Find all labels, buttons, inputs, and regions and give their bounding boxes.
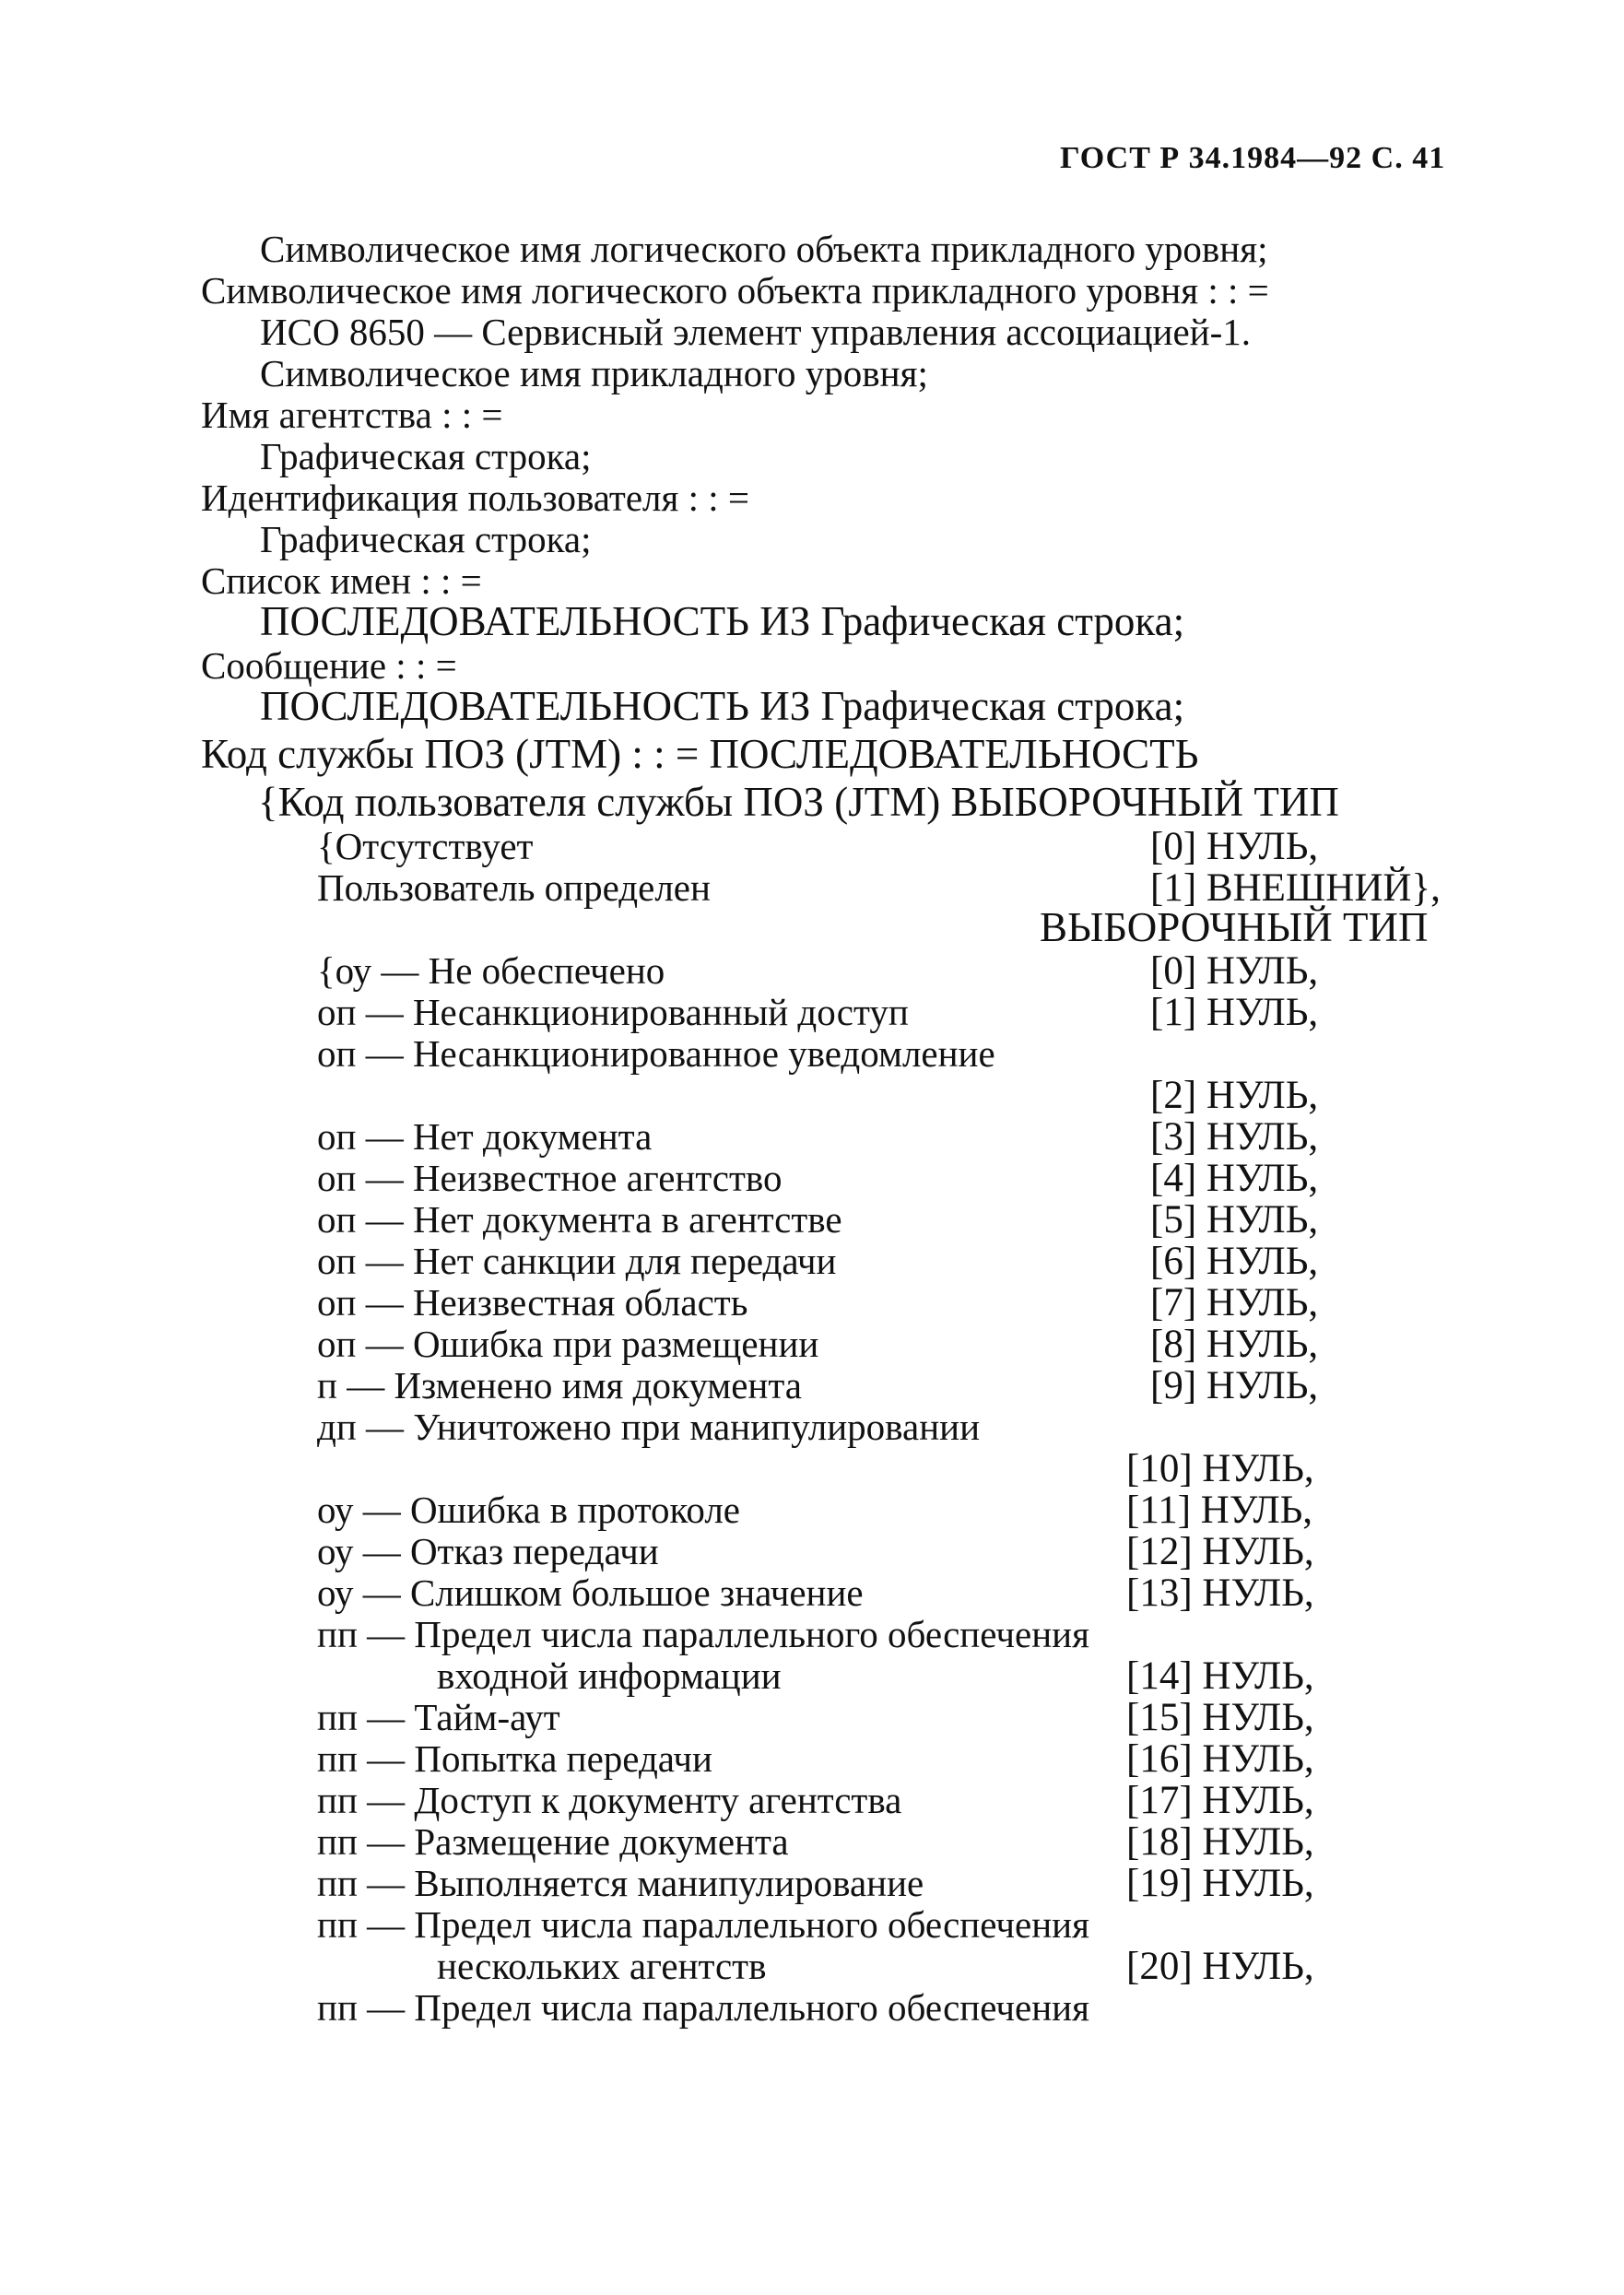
- code-value: [15] НУЛЬ,: [1126, 1696, 1314, 1739]
- text-line: пп — Попытка передачи: [317, 1737, 712, 1780]
- text-line: Код службы ПОЗ (JTM) : : = ПОСЛЕДОВАТЕЛЬНОСТЬ: [201, 731, 1199, 777]
- code-value: [3] НУЛЬ,: [1150, 1115, 1319, 1159]
- text-line: оп — Нет документа в агентстве: [317, 1198, 842, 1241]
- code-value: [0] НУЛЬ,: [1150, 949, 1319, 993]
- text-line: пп — Размещение документа: [317, 1820, 789, 1863]
- code-value: [4] НУЛЬ,: [1150, 1157, 1319, 1200]
- text-line: Графическая строка;: [260, 435, 592, 477]
- text-line: {оу — Не обеспечено: [317, 949, 665, 992]
- code-value: [13] НУЛЬ,: [1126, 1571, 1314, 1615]
- text-line: оп — Неизвестная область: [317, 1281, 748, 1324]
- text-line: пп — Доступ к документу агентства: [317, 1779, 902, 1821]
- text-line: оп — Неизвестное агентство: [317, 1157, 783, 1199]
- text-line: пп — Тайм-аут: [317, 1696, 560, 1738]
- text-line: дп — Уничтожено при манипулировании: [317, 1406, 981, 1448]
- text-line: Графическая строка;: [260, 518, 592, 560]
- text-line: Символическое имя логического объекта прикладного уровня : : =: [201, 269, 1269, 312]
- code-value: [0] НУЛЬ,: [1150, 825, 1319, 868]
- text-line: {Код пользователя службы ПОЗ (JTM) ВЫБОРОЧНЫЙ ТИП: [258, 779, 1339, 825]
- code-value: [1] ВНЕШНИЙ},: [1150, 866, 1441, 910]
- text-line: нескольких агентств: [437, 1945, 767, 1987]
- text-line: ПОСЛЕДОВАТЕЛЬНОСТЬ ИЗ Графическая строка;: [260, 598, 1185, 644]
- text-line: оп — Несанкционированный доступ: [317, 991, 909, 1033]
- text-line: Список имен : : =: [201, 559, 482, 602]
- text-line: ПОСЛЕДОВАТЕЛЬНОСТЬ ИЗ Графическая строка;: [260, 683, 1185, 729]
- code-value: [8] НУЛЬ,: [1150, 1323, 1319, 1366]
- text-line: пп — Предел числа параллельного обеспечения: [317, 1986, 1089, 2029]
- text-line: Сообщение : : =: [201, 644, 457, 687]
- code-value: [14] НУЛЬ,: [1126, 1654, 1314, 1698]
- text-line: Имя агентства : : =: [201, 394, 503, 436]
- text-line: оу — Отказ передачи: [317, 1530, 659, 1572]
- code-value: [9] НУЛЬ,: [1150, 1364, 1319, 1407]
- text-line: оп — Несанкционированное уведомление: [317, 1032, 995, 1075]
- text-line: п — Изменено имя документа: [317, 1364, 802, 1406]
- page-header: ГОСТ Р 34.1984—92 С. 41: [1060, 141, 1446, 175]
- code-value: [16] НУЛЬ,: [1126, 1737, 1314, 1781]
- text-line: оу — Ошибка в протоколе: [317, 1489, 741, 1531]
- code-value: [6] НУЛЬ,: [1150, 1240, 1319, 1283]
- text-line: Символическое имя прикладного уровня;: [260, 352, 928, 394]
- text-line: ВЫБОРОЧНЫЙ ТИП: [1040, 904, 1429, 950]
- text-line: {Отсутствует: [317, 825, 534, 867]
- text-line: входной информации: [437, 1654, 782, 1697]
- code-value: [20] НУЛЬ,: [1126, 1945, 1314, 1988]
- text-line: ИСО 8650 — Сервисный элемент управления ассоциацией-1.: [260, 311, 1252, 353]
- code-value: [10] НУЛЬ,: [1126, 1447, 1314, 1490]
- code-value: [18] НУЛЬ,: [1126, 1820, 1314, 1864]
- text-line: оп — Ошибка при размещении: [317, 1323, 819, 1365]
- code-value: [5] НУЛЬ,: [1150, 1198, 1319, 1242]
- text-line: оу — Слишком большое значение: [317, 1571, 864, 1614]
- text-line: пп — Предел числа параллельного обеспечения: [317, 1613, 1089, 1655]
- text-line: Пользователь определен: [317, 866, 711, 909]
- code-value: [12] НУЛЬ,: [1126, 1530, 1314, 1573]
- text-line: пп — Предел числа параллельного обеспечения: [317, 1903, 1089, 1946]
- code-value: [11] НУЛЬ,: [1126, 1489, 1313, 1532]
- code-value: [17] НУЛЬ,: [1126, 1779, 1314, 1822]
- text-line: оп — Нет документа: [317, 1115, 653, 1158]
- text-line: оп — Нет санкции для передачи: [317, 1240, 837, 1282]
- text-line: пп — Выполняется манипулирование: [317, 1862, 924, 1904]
- text-line: Символическое имя логического объекта прикладного уровня;: [260, 228, 1268, 270]
- code-value: [2] НУЛЬ,: [1150, 1074, 1319, 1117]
- code-value: [19] НУЛЬ,: [1126, 1862, 1314, 1905]
- text-line: Идентификация пользователя : : =: [201, 477, 750, 519]
- code-value: [7] НУЛЬ,: [1150, 1281, 1319, 1324]
- code-value: [1] НУЛЬ,: [1150, 991, 1319, 1034]
